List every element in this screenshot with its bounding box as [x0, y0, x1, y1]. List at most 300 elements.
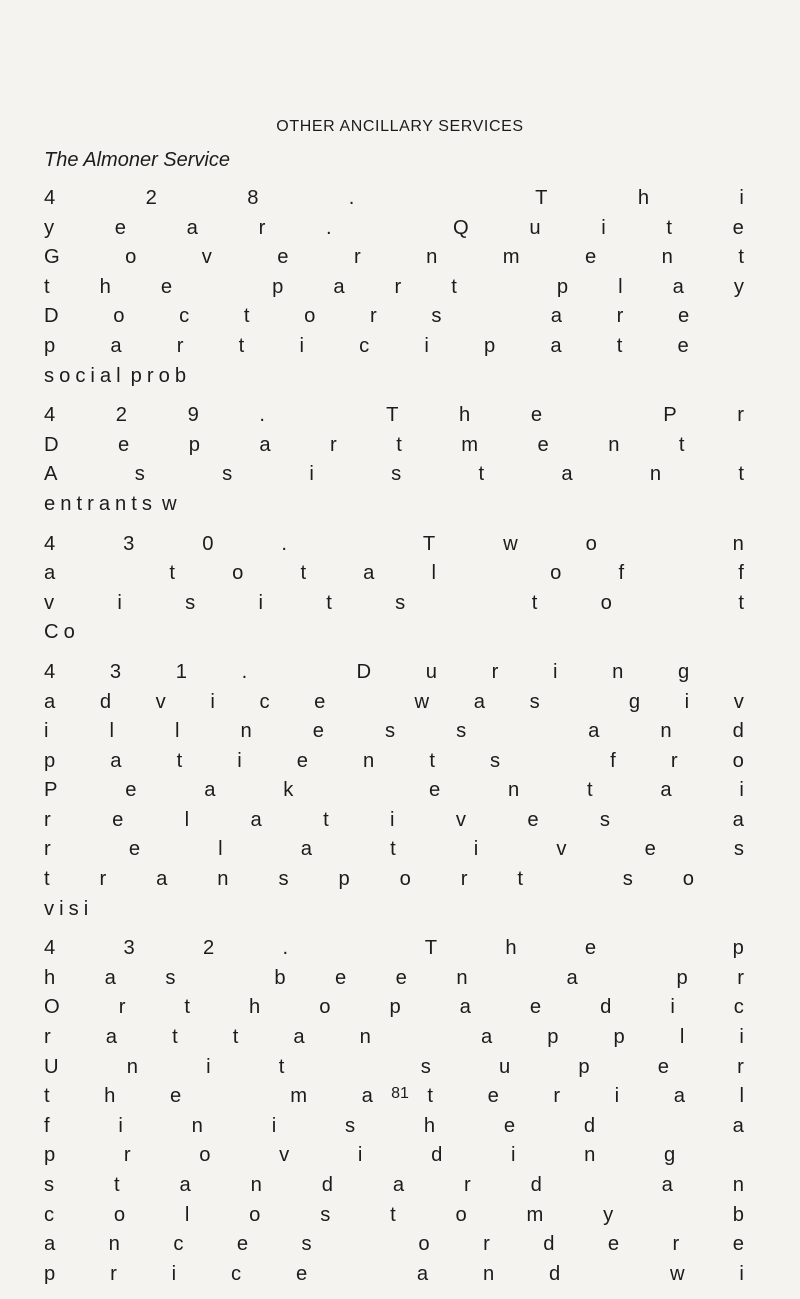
- word: o: [304, 305, 316, 328]
- word: o: [158, 364, 170, 387]
- word: p: [44, 334, 56, 357]
- word: e: [236, 1233, 249, 1256]
- word: 8: [247, 187, 259, 209]
- word: b: [732, 1203, 744, 1226]
- word: t: [169, 562, 176, 585]
- word: p: [44, 1262, 56, 1285]
- text-line: [44, 559, 744, 589]
- word: m: [502, 246, 520, 269]
- word: a: [250, 808, 262, 831]
- word: p: [130, 364, 142, 387]
- word: e: [585, 246, 597, 269]
- paragraph-1: [44, 184, 744, 391]
- word: t: [243, 305, 250, 328]
- paragraph-2: [44, 401, 744, 519]
- word: v: [155, 690, 166, 713]
- word: r: [146, 364, 154, 387]
- word: r: [483, 1233, 490, 1256]
- word: a: [732, 808, 744, 831]
- word: r: [737, 966, 744, 989]
- word: t: [666, 216, 672, 239]
- word: a: [459, 996, 471, 1019]
- word: r: [672, 1233, 680, 1256]
- word: o: [399, 868, 411, 891]
- word: a: [105, 1026, 118, 1049]
- word: n: [240, 720, 252, 743]
- word: h: [99, 275, 111, 298]
- word: t: [616, 334, 623, 357]
- word: i: [83, 897, 89, 920]
- word: i: [206, 1055, 211, 1078]
- word: t: [184, 996, 191, 1019]
- text-line: [44, 1141, 744, 1171]
- text-line: [44, 589, 744, 619]
- word: e: [395, 966, 407, 989]
- word: r: [99, 868, 107, 891]
- word: l: [679, 1026, 685, 1049]
- word: t: [172, 1026, 178, 1049]
- word: a: [550, 305, 562, 328]
- word: a: [480, 1026, 493, 1049]
- word: e: [677, 305, 690, 328]
- text-line: [44, 747, 744, 777]
- word: n: [108, 1233, 120, 1256]
- word: a: [672, 275, 684, 298]
- word: r: [670, 749, 678, 772]
- word: g: [678, 660, 690, 683]
- text-line: [44, 658, 744, 688]
- word: l: [218, 838, 223, 861]
- word: b: [274, 966, 286, 989]
- word: c: [259, 690, 270, 713]
- word: d: [600, 996, 612, 1019]
- word: a: [186, 216, 198, 239]
- text-line: [44, 362, 744, 392]
- word: i: [299, 334, 304, 357]
- word: k: [283, 779, 294, 802]
- word: i: [739, 187, 744, 209]
- word: n: [661, 246, 673, 269]
- word: a: [44, 690, 56, 713]
- word: s: [134, 463, 145, 486]
- word: o: [125, 246, 137, 269]
- word: r: [463, 1174, 471, 1196]
- word: f: [44, 1114, 50, 1137]
- word: o: [682, 868, 695, 891]
- word: D: [44, 305, 59, 328]
- word: y: [733, 275, 744, 298]
- word: u: [498, 1055, 511, 1078]
- word: a: [673, 1085, 685, 1108]
- word: e: [644, 838, 656, 861]
- word: h: [44, 966, 56, 989]
- text-line: [44, 1230, 744, 1260]
- word: .: [325, 216, 332, 239]
- word: a: [44, 1233, 56, 1256]
- word: e: [296, 749, 308, 772]
- word: w: [503, 532, 518, 555]
- word: a: [44, 562, 56, 585]
- word: d: [549, 1262, 561, 1285]
- word: e: [527, 808, 539, 831]
- word: f: [618, 562, 625, 585]
- paragraph-3: [44, 530, 744, 648]
- word: e: [428, 779, 441, 802]
- word: e: [114, 216, 126, 239]
- word: r: [44, 808, 51, 831]
- word: 3: [109, 660, 122, 683]
- word: n: [191, 1114, 203, 1137]
- word: s: [622, 868, 633, 891]
- word: 4: [44, 660, 56, 683]
- word: o: [319, 996, 331, 1019]
- word: r: [118, 996, 126, 1019]
- word: s: [165, 966, 176, 989]
- word: t: [232, 1026, 239, 1049]
- word: o: [732, 749, 744, 772]
- section-title: The Almoner Service: [44, 149, 230, 171]
- word: a: [566, 966, 578, 989]
- word: a: [732, 1114, 744, 1137]
- word: e: [657, 1055, 669, 1078]
- text-line: [44, 688, 744, 718]
- word: s: [420, 1055, 431, 1078]
- word: o: [63, 621, 75, 644]
- word: l: [184, 808, 190, 831]
- word: t: [131, 492, 137, 515]
- word: i: [684, 690, 690, 713]
- word: b: [174, 364, 187, 387]
- word: o: [113, 1203, 126, 1226]
- word: o: [418, 1233, 430, 1256]
- word: n: [60, 492, 72, 515]
- word: 3: [123, 937, 135, 960]
- word: t: [300, 562, 307, 585]
- word: p: [338, 868, 350, 891]
- word: d: [99, 690, 112, 713]
- word: w: [669, 1262, 685, 1285]
- word: l: [175, 720, 180, 743]
- word: e: [169, 1085, 182, 1108]
- word: i: [271, 1114, 277, 1137]
- word: P: [663, 404, 677, 427]
- word: t: [517, 868, 523, 891]
- word: s: [301, 1233, 312, 1256]
- word: c: [733, 996, 744, 1019]
- text-line: [44, 184, 744, 214]
- word: a: [361, 1085, 373, 1108]
- word: p: [44, 1144, 56, 1167]
- word: .: [281, 532, 288, 555]
- word: n: [456, 966, 468, 989]
- word: a: [179, 1174, 191, 1196]
- word: n: [363, 749, 375, 772]
- word: s: [529, 690, 540, 713]
- word: y: [603, 1203, 614, 1226]
- text-line: [44, 273, 744, 303]
- text-line: [44, 1260, 744, 1290]
- word: A: [44, 463, 58, 486]
- word: e: [537, 433, 549, 456]
- word: o: [199, 1144, 211, 1167]
- word: e: [128, 838, 141, 861]
- text-line: [44, 332, 744, 362]
- word: t: [176, 749, 183, 772]
- word: e: [334, 966, 347, 989]
- word: a: [110, 334, 122, 357]
- word: s: [68, 897, 79, 920]
- text-line: [44, 806, 744, 836]
- word: o: [455, 1203, 467, 1226]
- word: i: [258, 591, 263, 614]
- word: o: [113, 305, 125, 328]
- word: T: [535, 187, 548, 209]
- word: U: [44, 1055, 59, 1078]
- word: c: [173, 1233, 184, 1256]
- word: r: [553, 1085, 561, 1108]
- page-number: 81: [391, 1085, 409, 1102]
- word: a: [588, 720, 600, 743]
- word: r: [44, 838, 51, 861]
- word: l: [116, 364, 121, 387]
- word: p: [272, 275, 284, 298]
- word: e: [295, 1262, 308, 1285]
- word: e: [529, 996, 542, 1019]
- word: h: [505, 937, 517, 960]
- word: o: [249, 1203, 261, 1226]
- word: n: [584, 1144, 596, 1167]
- word: t: [44, 1085, 50, 1108]
- word: o: [550, 562, 562, 585]
- word: i: [59, 897, 64, 920]
- word: s: [320, 1203, 331, 1226]
- word: r: [394, 275, 402, 298]
- word: v: [733, 690, 744, 713]
- body-text: [44, 184, 744, 1299]
- word: a: [561, 463, 573, 486]
- word: e: [44, 492, 56, 515]
- word: i: [739, 779, 744, 802]
- word: 2: [115, 404, 128, 427]
- text-line: [44, 214, 744, 244]
- word: i: [237, 749, 242, 772]
- text-line: [44, 1053, 744, 1083]
- word: a: [392, 1174, 405, 1196]
- text-line: [44, 993, 744, 1023]
- word: i: [670, 996, 675, 1019]
- word: h: [423, 1114, 436, 1137]
- word: t: [738, 463, 744, 486]
- word: e: [160, 275, 173, 298]
- word: t: [278, 1055, 285, 1078]
- word: d: [530, 1174, 542, 1196]
- word: a: [661, 1174, 673, 1196]
- word: l: [431, 562, 436, 585]
- word: l: [618, 275, 623, 298]
- word: a: [259, 433, 271, 456]
- word: e: [487, 1085, 499, 1108]
- word: v: [455, 808, 466, 831]
- word: c: [179, 305, 190, 328]
- word: i: [424, 334, 429, 357]
- word: e: [312, 720, 324, 743]
- word: i: [473, 838, 479, 861]
- word: G: [44, 246, 60, 269]
- word: s: [141, 492, 152, 515]
- word: r: [353, 246, 361, 269]
- text-line: [44, 530, 744, 560]
- word: n: [115, 492, 127, 515]
- word: c: [231, 1262, 242, 1285]
- word: e: [314, 690, 326, 713]
- word: l: [184, 1203, 190, 1226]
- word: .: [348, 187, 355, 209]
- text-line: [44, 1201, 744, 1231]
- word: i: [118, 1114, 123, 1137]
- word: t: [396, 433, 402, 456]
- word: h: [637, 187, 650, 209]
- word: C: [44, 621, 59, 644]
- word: s: [456, 720, 467, 743]
- word: i: [390, 808, 395, 831]
- text-line: [44, 776, 744, 806]
- word: e: [530, 404, 543, 427]
- word: t: [678, 433, 685, 456]
- word: i: [309, 463, 314, 486]
- word: p: [732, 937, 744, 960]
- word: i: [117, 591, 122, 614]
- word: s: [278, 868, 289, 891]
- word: 2: [145, 187, 157, 209]
- word: a: [550, 334, 562, 357]
- text-line: [44, 964, 744, 994]
- word: d: [431, 1144, 443, 1167]
- word: t: [738, 246, 744, 269]
- word: n: [660, 720, 672, 743]
- word: t: [238, 334, 245, 357]
- word: s: [384, 720, 396, 743]
- word: a: [204, 779, 216, 802]
- word: 1: [175, 660, 187, 683]
- paragraph-4: [44, 658, 744, 924]
- word: T: [422, 532, 436, 555]
- text-line: [44, 1112, 744, 1142]
- word: v: [44, 897, 55, 920]
- word: h: [459, 404, 471, 427]
- word: t: [113, 1174, 120, 1196]
- word: p: [613, 1026, 625, 1049]
- word: f: [738, 562, 744, 585]
- text-line: [44, 865, 744, 895]
- word: r: [491, 660, 499, 683]
- word: r: [737, 404, 744, 427]
- word: d: [732, 720, 744, 743]
- word: s: [733, 838, 744, 861]
- word: n: [482, 1262, 495, 1285]
- word: p: [44, 749, 56, 772]
- word: i: [553, 660, 558, 683]
- word: Q: [452, 216, 469, 239]
- word: n: [426, 246, 438, 269]
- word: .: [282, 937, 289, 960]
- word: t: [390, 838, 396, 861]
- word: r: [258, 216, 266, 239]
- word: n: [732, 532, 744, 555]
- word: s: [344, 1114, 356, 1137]
- word: e: [607, 1233, 620, 1256]
- word: e: [112, 808, 124, 831]
- word: t: [429, 749, 435, 772]
- word: t: [390, 1203, 396, 1226]
- text-line: [44, 460, 744, 490]
- word: r: [176, 334, 184, 357]
- text-line: [44, 1171, 744, 1201]
- word: n: [649, 463, 662, 486]
- word: i: [614, 1085, 620, 1108]
- word: n: [612, 660, 624, 683]
- word: s: [431, 305, 442, 328]
- word: .: [241, 660, 248, 683]
- word: s: [44, 364, 55, 387]
- paragraph-5: [44, 934, 744, 1289]
- word: p: [556, 275, 569, 298]
- word: o: [600, 591, 612, 614]
- word: u: [529, 216, 541, 239]
- word: t: [76, 492, 83, 515]
- word: n: [250, 1174, 262, 1196]
- word: t: [323, 808, 329, 831]
- word: e: [277, 246, 289, 269]
- word: 0: [202, 532, 214, 555]
- word: v: [279, 1144, 290, 1167]
- word: v: [556, 838, 567, 861]
- text-line: [44, 401, 744, 431]
- word: p: [188, 433, 200, 456]
- word: h: [104, 1085, 116, 1108]
- word: t: [531, 591, 538, 614]
- word: t: [44, 275, 50, 298]
- word: w: [161, 492, 177, 515]
- word: a: [98, 492, 111, 515]
- word: s: [222, 463, 233, 486]
- word: g: [664, 1144, 676, 1167]
- word: 9: [187, 404, 199, 427]
- word: t: [738, 591, 744, 614]
- word: n: [732, 1174, 744, 1196]
- running-head: OTHER ANCILLARY SERVICES: [276, 118, 524, 135]
- word: p: [547, 1026, 559, 1049]
- word: m: [461, 433, 479, 456]
- word: a: [363, 562, 375, 585]
- word: t: [478, 463, 485, 486]
- word: p: [484, 334, 496, 357]
- text-line: [44, 618, 744, 648]
- word: r: [110, 1262, 117, 1285]
- word: a: [473, 690, 485, 713]
- word: s: [185, 591, 196, 614]
- word: e: [677, 334, 689, 357]
- word: 2: [203, 937, 215, 960]
- word: i: [510, 1144, 516, 1167]
- word: l: [739, 1085, 744, 1108]
- word: r: [330, 433, 337, 456]
- word: s: [391, 463, 402, 486]
- word: r: [369, 305, 377, 328]
- word: 4: [44, 187, 56, 209]
- word: a: [660, 779, 672, 802]
- word: a: [156, 868, 168, 891]
- text-line: [44, 302, 744, 332]
